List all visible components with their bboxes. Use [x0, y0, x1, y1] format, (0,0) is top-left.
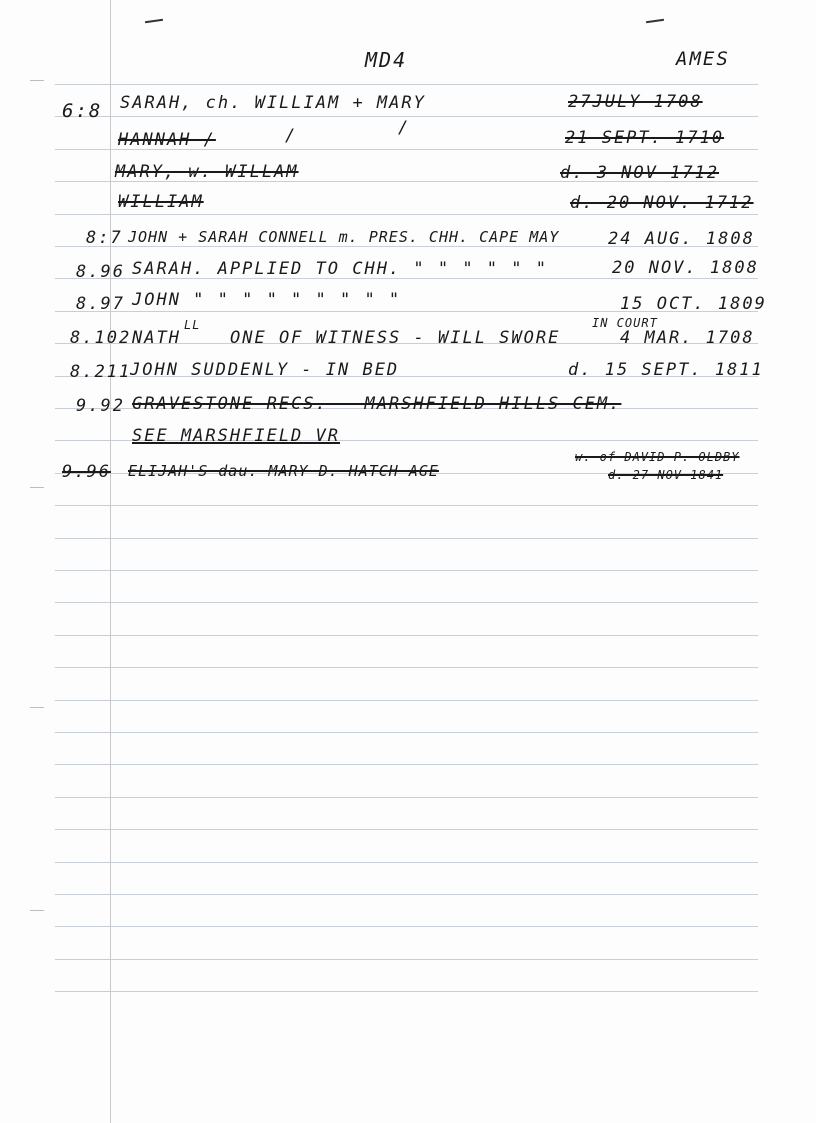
entry-text: NATH	[132, 328, 181, 348]
edge-mark	[30, 80, 44, 81]
ruled-line	[55, 667, 758, 668]
ruled-line	[55, 991, 758, 992]
ruled-line	[55, 959, 758, 960]
entry-ref: 8.211	[70, 362, 132, 382]
entry-ref: 8.102	[70, 328, 132, 348]
margin-line	[110, 0, 111, 1123]
entry-ref: 9.96	[62, 462, 111, 482]
entry-date: d. 27 NOV 1841	[608, 468, 724, 482]
entry-ref: 8.96	[76, 262, 125, 282]
ruled-line	[55, 764, 758, 765]
ditto-mark: /	[285, 126, 298, 146]
entry-date: d. 15 SEPT. 1811	[568, 360, 764, 380]
entry-date: d. 3 NOV 1712	[560, 163, 720, 183]
entry-ref: 9.92	[76, 396, 125, 416]
edge-mark	[30, 707, 44, 708]
ruled-line	[55, 570, 758, 571]
entry-text: SARAH. APPLIED TO CHH. " " " " " "	[132, 259, 548, 279]
ruled-line	[55, 700, 758, 701]
edge-mark	[30, 910, 44, 911]
entry-text: SEE MARSHFIELD VR	[132, 426, 340, 446]
edge-mark	[30, 487, 44, 488]
corner-tick	[646, 19, 664, 23]
entry-ref: 8:7	[86, 228, 123, 248]
entry-text: GRAVESTONE RECS. - MARSHFIELD HILLS CEM.	[132, 394, 622, 414]
ruled-line	[55, 732, 758, 733]
entry-date: 20 NOV. 1808	[612, 258, 759, 278]
ruled-line	[55, 84, 758, 85]
entry-text: JOHN SUDDENLY - IN BED	[130, 360, 400, 380]
entry-ref: 8.97	[76, 294, 125, 314]
ruled-line	[55, 635, 758, 636]
entry-text: ONE OF WITNESS - WILL SWORE	[230, 328, 561, 348]
header-surname: AMES	[676, 48, 730, 70]
entry-date: 15 OCT. 1809	[620, 294, 767, 314]
entry-text: WILLIAM	[118, 192, 204, 212]
entry-date: 27JULY 1708	[568, 92, 703, 112]
entry-text: JOHN " " " " " " " " "	[132, 290, 402, 310]
ruled-line	[55, 602, 758, 603]
entry-text: HANNAH /	[118, 130, 216, 150]
ruled-line	[55, 926, 758, 927]
ditto-mark: /	[398, 118, 411, 138]
entry-text: ELIJAH'S dau. MARY D. HATCH AGE	[128, 462, 439, 480]
entry-note: IN COURT	[592, 316, 658, 330]
ruled-line	[55, 894, 758, 895]
ruled-line	[55, 797, 758, 798]
entry-superscript: LL	[184, 318, 201, 332]
entry-ref: 6:8	[62, 100, 103, 122]
entry-text: SARAH, ch. WILLIAM + MARY	[120, 93, 426, 113]
header-code: MD4	[365, 48, 408, 72]
ruled-line	[55, 116, 758, 117]
ruled-line	[55, 505, 758, 506]
ruled-line	[55, 862, 758, 863]
ruled-line	[55, 538, 758, 539]
ruled-line	[55, 829, 758, 830]
ruled-line	[55, 214, 758, 215]
corner-tick	[145, 19, 163, 23]
entry-date: d. 20 NOV. 1712	[570, 193, 754, 213]
entry-note: w. of DAVID P. OLDBY	[575, 450, 740, 464]
entry-date: 4 MAR. 1708	[620, 328, 755, 348]
entry-text: MARY, w. WILLAM	[115, 162, 299, 182]
entry-date: 24 AUG. 1808	[608, 229, 755, 249]
entry-text: JOHN + SARAH CONNELL m. PRES. CHH. CAPE MAY	[128, 228, 560, 246]
entry-date: 21 SEPT. 1710	[565, 128, 725, 148]
